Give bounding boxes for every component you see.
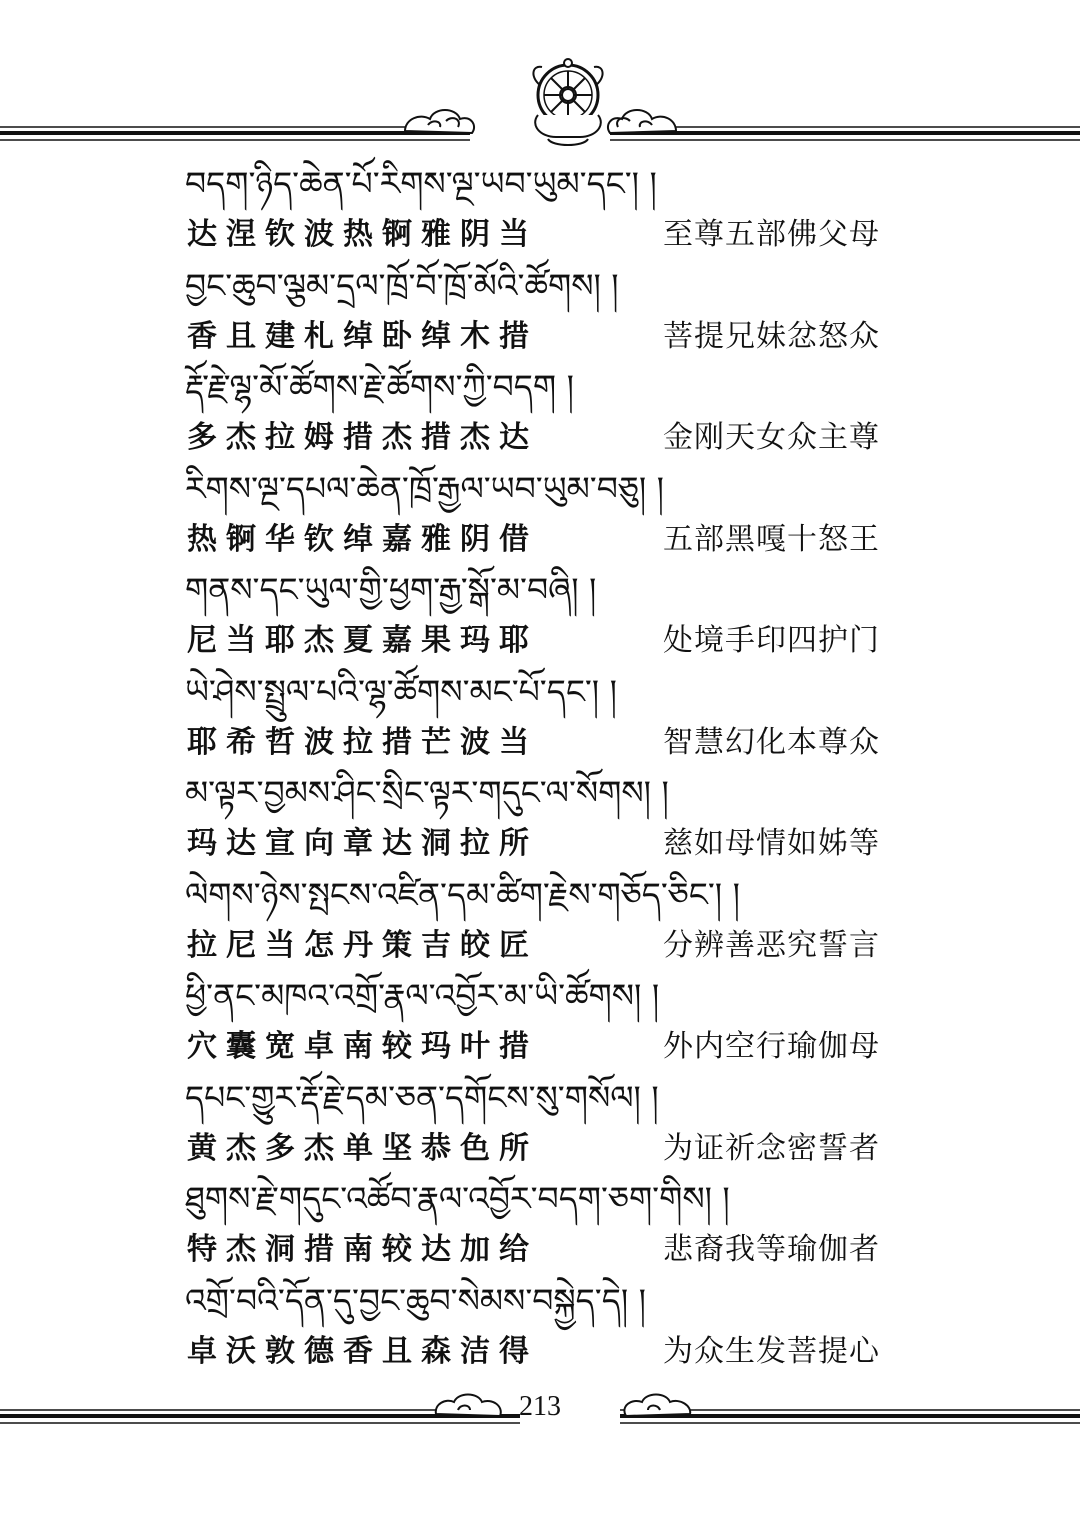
chinese-translation: 智慧幻化本尊众	[663, 724, 880, 760]
verse	[0, 668, 1080, 770]
verse	[0, 465, 1080, 567]
transliteration-line: 特杰洞措南较达加给	[187, 1232, 538, 1267]
chinese-translation: 为众生发菩提心	[663, 1333, 880, 1369]
chinese-translation: 分辨善恶究誓言	[663, 927, 880, 963]
transliteration-line: 卓沃敦德香且森洁得	[187, 1333, 538, 1369]
verse	[0, 363, 1080, 465]
verse	[0, 972, 1080, 1074]
transliteration-line: 尼当耶杰夏嘉果玛耶	[187, 623, 538, 658]
tibetan-line: མ་ལྟར་བྱམས་ཤིང་སྲིང་ལྟར་གདུང་ལ་སོགས། །	[185, 773, 669, 812]
verse	[0, 566, 1080, 668]
chinese-translation: 慈如母情如姊等	[663, 826, 880, 861]
verse	[0, 769, 1080, 871]
transliteration-line: 玛达宣向章达洞拉所	[187, 826, 538, 861]
transliteration-line: 达涅钦波热锕雅阴当	[187, 217, 538, 252]
transliteration-line: 香且建札绰卧绰木措	[187, 318, 538, 354]
verse	[0, 1277, 1080, 1379]
tibetan-line: ཐུགས་རྗེ་གདུང་འཚོབ་རྣལ་འབྱོར་བདག་ཅག་གིས། །	[185, 1179, 730, 1218]
left-cloud-icon	[405, 110, 474, 133]
verse	[0, 1074, 1080, 1176]
tibetan-line: ལེགས་ཉེས་སྤངས་འཛིན་དམ་ཚིག་རྗེས་གཅོད་ཅིང་། །	[185, 874, 740, 914]
transliteration-line: 穴囊宽卓南较玛叶措	[187, 1029, 538, 1064]
tibetan-line: འགྲོ་བའི་དོན་དུ་བྱང་ཆུབ་སེམས་བསྐྱེད་དེ། །	[185, 1280, 646, 1320]
chinese-translation: 外内空行瑜伽母	[663, 1029, 880, 1064]
tibetan-line: དཔང་གྱུར་རྡོ་རྗེ་དམ་ཅན་དགོངས་སུ་གསོལ། །	[185, 1077, 659, 1117]
verse	[0, 1175, 1080, 1277]
page-number: 213	[519, 1391, 561, 1422]
dharma-wheel-icon	[533, 59, 602, 145]
tibetan-line: བྱང་ཆུབ་ལྕམ་དྲལ་ཁྲོ་བོ་ཁྲོ་མོའི་ཚོགས། །	[185, 265, 619, 305]
chinese-translation: 至尊五部佛父母	[663, 217, 880, 252]
chinese-translation: 为证祈念密誓者	[663, 1130, 880, 1166]
tibetan-line: ཕྱི་ནང་མཁའ་འགྲོ་རྣལ་འབྱོར་མ་ཡི་ཚོགས། །	[185, 976, 660, 1015]
chinese-translation: 处境手印四护门	[663, 623, 880, 658]
verse	[0, 160, 1080, 262]
right-cloud-icon	[608, 110, 676, 133]
header-ornament	[0, 55, 1080, 155]
transliteration-line: 黄杰多杰单坚恭色所	[187, 1130, 538, 1166]
chinese-translation: 金刚天女众主尊	[663, 420, 880, 455]
verse	[0, 262, 1080, 364]
verse-list	[0, 160, 1080, 1378]
transliteration-line: 拉尼当怎丹策吉皎匠	[187, 927, 538, 963]
tibetan-line: གནས་དང་ཡུལ་གྱི་ཕྱག་རྒྱ་སྒོ་མ་བཞི། །	[185, 570, 597, 609]
chinese-translation: 菩提兄妹忿怒众	[663, 318, 880, 354]
tibetan-line: རྡོ་རྗེ་ལྷ་མོ་ཚོགས་རྗེ་ཚོགས་ཀྱི་བདག །	[185, 367, 574, 406]
tibetan-line: རིགས་ལྔ་དཔལ་ཆེན་ཁྲོ་རྒྱལ་ཡབ་ཡུམ་བཅུ། །	[185, 468, 664, 508]
verse	[0, 871, 1080, 973]
transliteration-line: 热锕华钦绰嘉雅阴借	[187, 521, 538, 557]
transliteration-line: 多杰拉姆措杰措杰达	[187, 420, 538, 455]
chinese-translation: 五部黑嘎十怒王	[663, 521, 880, 557]
transliteration-line: 耶希哲波拉措芒波当	[187, 724, 538, 760]
tibetan-line: ཡེ་ཤེས་སྤྲུལ་པའི་ལྷ་ཚོགས་མང་པོ་དང་། །	[185, 671, 617, 711]
chinese-translation: 悲裔我等瑜伽者	[663, 1232, 880, 1267]
tibetan-line: བདག་ཉིད་ཆེན་པོ་རིགས་ལྔ་ཡབ་ཡུམ་དང་། །	[185, 164, 657, 203]
